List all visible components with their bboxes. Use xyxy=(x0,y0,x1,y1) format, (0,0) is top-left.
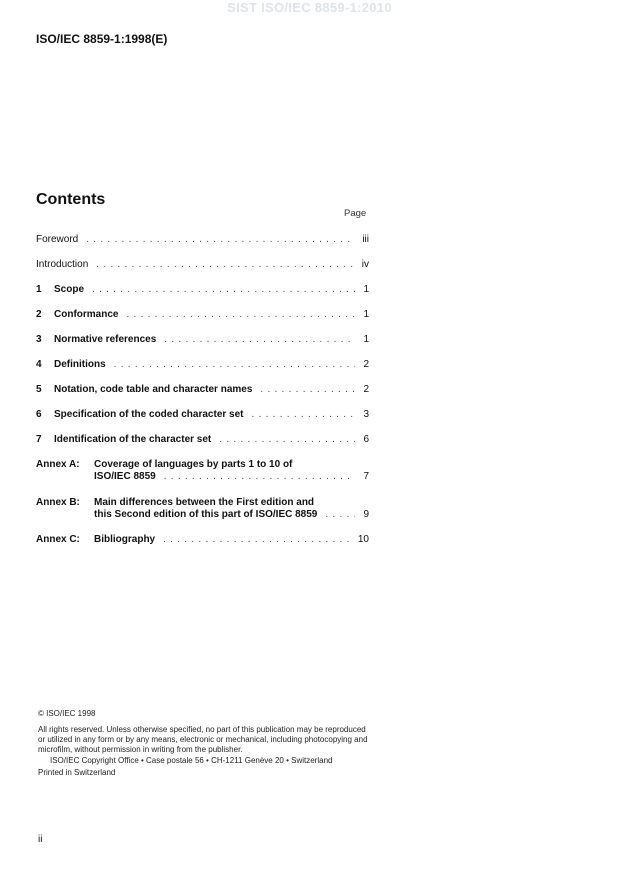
dot-leader xyxy=(219,434,355,446)
toc-entry-page: 1 xyxy=(363,309,369,320)
document-id: ISO/IEC 8859-1:1998(E) xyxy=(36,32,168,46)
dot-leader xyxy=(92,284,355,296)
toc-entry-page: 9 xyxy=(363,509,369,520)
toc-entry-number: 2 xyxy=(36,309,42,320)
toc-entry-number: 7 xyxy=(36,434,42,445)
dot-leader xyxy=(86,234,355,246)
copyright-office-address: ISO/IEC Copyright Office • Case postale 56 • CH-1211 Genève 20 • Switzerland xyxy=(50,756,333,765)
dot-leader xyxy=(325,509,355,521)
annex-label: Annex A: xyxy=(36,459,80,470)
toc-entry-notation[interactable] xyxy=(36,384,369,396)
toc-entry-number: 3 xyxy=(36,334,42,345)
rights-text-line: microfilm, without permission in writing from the publisher. xyxy=(38,745,243,754)
page-column-header: Page xyxy=(344,208,367,219)
toc-entry-page: 6 xyxy=(363,434,369,445)
toc-entry-annex-a[interactable] xyxy=(36,459,369,483)
dot-leader xyxy=(163,534,354,546)
copyright-notice xyxy=(38,709,398,778)
toc-entry-normative-references[interactable] xyxy=(36,334,369,346)
toc-entry-page: 1 xyxy=(363,334,369,345)
contents-title: Contents xyxy=(36,191,106,208)
toc-entry-number: 5 xyxy=(36,384,42,395)
toc-entry-title-continued: ISO/IEC 8859 xyxy=(94,471,156,482)
toc-entry-title: Bibliography xyxy=(94,534,156,545)
dot-leader xyxy=(164,471,355,483)
toc-entry-page: 2 xyxy=(363,359,369,370)
dot-leader xyxy=(114,359,355,371)
dot-leader xyxy=(96,259,355,271)
toc-entry-annex-c[interactable] xyxy=(36,534,369,546)
toc-entry-specification[interactable] xyxy=(36,409,369,421)
toc-entry-conformance[interactable] xyxy=(36,309,369,321)
toc-entry-title: Identification of the character set xyxy=(54,434,212,445)
toc-entry-annex-b[interactable] xyxy=(36,497,369,521)
toc-entry-page: 1 xyxy=(363,284,369,295)
toc-entry-number: 1 xyxy=(36,284,42,295)
toc-entry-title: Conformance xyxy=(54,309,119,320)
printed-in: Printed in Switzerland xyxy=(38,768,116,777)
toc-entry-title: Notation, code table and character names xyxy=(54,384,253,395)
annex-label: Annex C: xyxy=(36,534,80,545)
toc-entry-scope[interactable] xyxy=(36,284,369,296)
toc-entry-title: Definitions xyxy=(54,359,106,370)
dot-leader xyxy=(126,309,355,321)
toc-entry-page: 10 xyxy=(357,534,369,545)
toc-entry-title: Foreword xyxy=(36,234,79,245)
toc-entry-page: 3 xyxy=(363,409,369,420)
toc-entry-number: 6 xyxy=(36,409,42,420)
toc-entry-title: Main differences between the First edition and xyxy=(94,497,315,508)
page-number: ii xyxy=(38,834,43,845)
dot-leader xyxy=(252,409,356,421)
toc-entry-number: 4 xyxy=(36,359,42,370)
toc-entry-page: 2 xyxy=(363,384,369,395)
copyright-line: © ISO/IEC 1998 xyxy=(38,709,96,718)
rights-text-line: All rights reserved. Unless otherwise specified, no part of this publication may be reproduced xyxy=(38,725,366,734)
toc-entry-title: Coverage of languages by parts 1 to 10 of xyxy=(94,459,293,470)
toc-entry-title-continued: this Second edition of this part of ISO/IEC 8859 xyxy=(94,509,318,520)
toc-entry-page: iv xyxy=(361,259,369,270)
toc-entry-title: Normative references xyxy=(54,334,157,345)
toc-entry-page: iii xyxy=(362,234,369,245)
toc-entry-page: 7 xyxy=(363,471,369,482)
toc-entry-title: Scope xyxy=(54,284,85,295)
watermark: SIST ISO/IEC 8859-1:2010 xyxy=(227,0,392,15)
toc-entry-foreword[interactable] xyxy=(36,234,369,246)
toc-entry-introduction[interactable] xyxy=(36,259,369,271)
rights-text-line: or utilized in any form or by any means, electronic or mechanical, including photocopying and xyxy=(38,735,368,744)
dot-leader xyxy=(164,334,355,346)
toc-entry-title: Introduction xyxy=(36,259,89,270)
toc-entry-title: Specification of the coded character set xyxy=(54,409,244,420)
toc-entry-definitions[interactable] xyxy=(36,359,369,371)
toc-entry-identification[interactable] xyxy=(36,434,369,446)
annex-label: Annex B: xyxy=(36,497,80,508)
dot-leader xyxy=(260,384,355,396)
